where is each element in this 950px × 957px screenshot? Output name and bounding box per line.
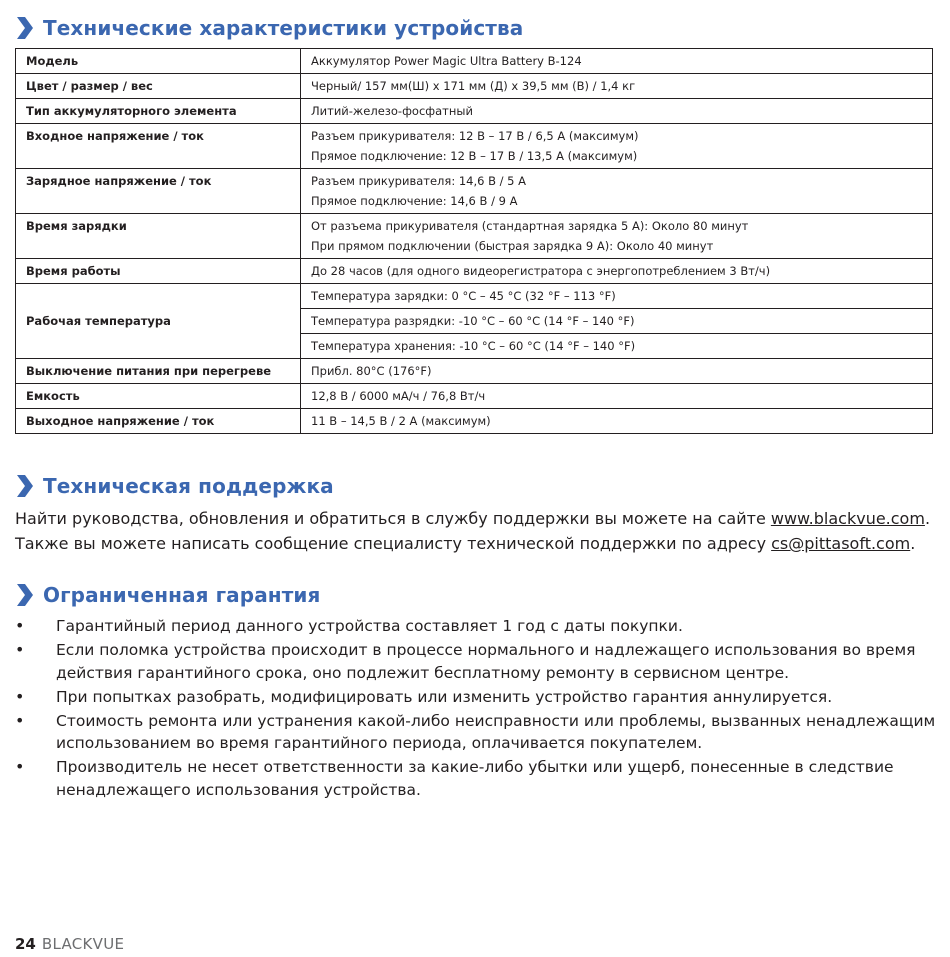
bullet-icon: • bbox=[15, 640, 25, 659]
warranty-section-title bbox=[14, 583, 320, 607]
table-row bbox=[16, 74, 933, 99]
spec-value: Аккумулятор Power Magic Ultra Battery B-124 bbox=[301, 49, 933, 74]
spec-value bbox=[301, 169, 933, 214]
website-link[interactable]: www.blackvue.com bbox=[770, 509, 925, 528]
specs-section-title bbox=[14, 16, 523, 40]
spec-value: Черный/ 157 мм(Ш) x 171 мм (Д) x 39,5 мм (В) / 1,4 кг bbox=[301, 74, 933, 99]
page-footer bbox=[15, 935, 124, 953]
chevron-right-icon bbox=[14, 474, 34, 498]
spec-label: Тип аккумуляторного элемента bbox=[16, 99, 301, 124]
table-row bbox=[16, 259, 933, 284]
spec-value: Прибл. 80°C (176°F) bbox=[301, 359, 933, 384]
spec-value bbox=[301, 214, 933, 259]
spec-value: 12,8 В / 6000 мА/ч / 76,8 Вт/ч bbox=[301, 384, 933, 409]
spec-value: Литий-железо-фосфатный bbox=[301, 99, 933, 124]
list-item bbox=[15, 710, 940, 755]
warranty-heading: Ограниченная гарантия bbox=[43, 583, 321, 607]
spec-label: Рабочая температура bbox=[16, 284, 301, 359]
support-line-email bbox=[15, 531, 915, 556]
list-item bbox=[15, 686, 940, 709]
spec-label: Выходное напряжение / ток bbox=[16, 409, 301, 434]
brand-name: BLACKVUE bbox=[41, 935, 125, 953]
spec-label: Входное напряжение / ток bbox=[16, 124, 301, 169]
specs-heading: Технические характеристики устройства bbox=[43, 16, 524, 40]
spec-label: Цвет / размер / вес bbox=[16, 74, 301, 99]
chevron-right-icon bbox=[14, 16, 34, 40]
spec-value: До 28 часов (для одного видеорегистратора с энергопотреблением 3 Вт/ч) bbox=[301, 259, 933, 284]
table-row bbox=[16, 169, 933, 214]
spec-value: Температура хранения: -10 °C – 60 °C (14 °F – 140 °F) bbox=[301, 334, 933, 359]
warranty-text: Производитель не несет ответственности за какие-либо убытки или ущерб, понесенные в следствие ненадлежащего использования устройства. bbox=[56, 758, 894, 799]
warranty-text: При попытках разобрать, модифицировать или изменить устройство гарантия аннулируется. bbox=[56, 687, 833, 706]
spec-value bbox=[301, 124, 933, 169]
bullet-icon: • bbox=[15, 686, 25, 706]
spec-value-line: При прямом подключении (быстрая зарядка 9 А): Около 40 минут bbox=[311, 239, 714, 253]
support-text: Также вы можете написать сообщение специалисту технической поддержки по адресу bbox=[15, 534, 772, 553]
table-row bbox=[16, 409, 933, 434]
spec-value-line: Разъем прикуривателя: 14,6 В / 5 А bbox=[311, 174, 527, 188]
support-heading: Техническая поддержка bbox=[43, 474, 334, 498]
spec-label: Выключение питания при перегреве bbox=[16, 359, 301, 384]
warranty-list bbox=[15, 615, 940, 803]
table-row bbox=[16, 284, 933, 309]
bullet-icon: • bbox=[15, 710, 25, 730]
bullet-icon: • bbox=[15, 757, 25, 776]
support-text-end: . bbox=[924, 509, 931, 528]
table-row bbox=[16, 49, 933, 74]
spec-label: Модель bbox=[16, 49, 301, 74]
support-text-end: . bbox=[910, 534, 916, 553]
spec-label: Время работы bbox=[16, 259, 301, 284]
table-row bbox=[16, 359, 933, 384]
email-link[interactable]: cs@pittasoft.com bbox=[771, 534, 911, 553]
warranty-text: Если поломка устройства происходит в процессе нормального и надлежащего использования во время действия гарантийного срока, оно подлежит бесплатному ремонту в сервисном центре. bbox=[56, 641, 916, 682]
spec-value-line: Прямое подключение: 14,6 В / 9 А bbox=[311, 194, 518, 208]
warranty-text: Гарантийный период данного устройства составляет 1 год с даты покупки. bbox=[56, 617, 683, 635]
list-item bbox=[15, 756, 940, 801]
spec-value: Температура разрядки: -10 °C – 60 °C (14 °F – 140 °F) bbox=[301, 309, 933, 334]
support-section-title bbox=[14, 474, 334, 498]
spec-label: Зарядное напряжение / ток bbox=[16, 169, 301, 214]
spec-value: Температура зарядки: 0 °C – 45 °C (32 °F – 113 °F) bbox=[301, 284, 933, 309]
page-number: 24 bbox=[15, 935, 36, 953]
spec-value-line: Разъем прикуривателя: 12 В – 17 В / 6,5 А (максимум) bbox=[311, 129, 639, 143]
spec-label: Емкость bbox=[16, 384, 301, 409]
spec-value-line: От разъема прикуривателя (стандартная зарядка 5 А): Около 80 минут bbox=[311, 219, 749, 233]
specs-table bbox=[15, 48, 933, 434]
table-row bbox=[16, 384, 933, 409]
warranty-text: Стоимость ремонта или устранения какой-либо неисправности или проблемы, вызванных ненадлежащим использованием во время гарантийного периода, оплачивается покупателем. bbox=[56, 711, 936, 752]
spec-value-line: Прямое подключение: 12 В – 17 В / 13,5 А (максимум) bbox=[311, 149, 638, 163]
support-text: Найти руководства, обновления и обратиться в службу поддержки вы можете на сайте bbox=[15, 509, 771, 528]
table-row bbox=[16, 124, 933, 169]
list-item bbox=[15, 639, 940, 684]
table-row bbox=[16, 214, 933, 259]
list-item bbox=[15, 615, 940, 638]
spec-value: 11 В – 14,5 В / 2 А (максимум) bbox=[301, 409, 933, 434]
bullet-icon: • bbox=[15, 616, 25, 635]
table-row bbox=[16, 99, 933, 124]
support-line-website bbox=[15, 506, 930, 531]
chevron-right-icon bbox=[14, 583, 34, 607]
spec-label: Время зарядки bbox=[16, 214, 301, 259]
